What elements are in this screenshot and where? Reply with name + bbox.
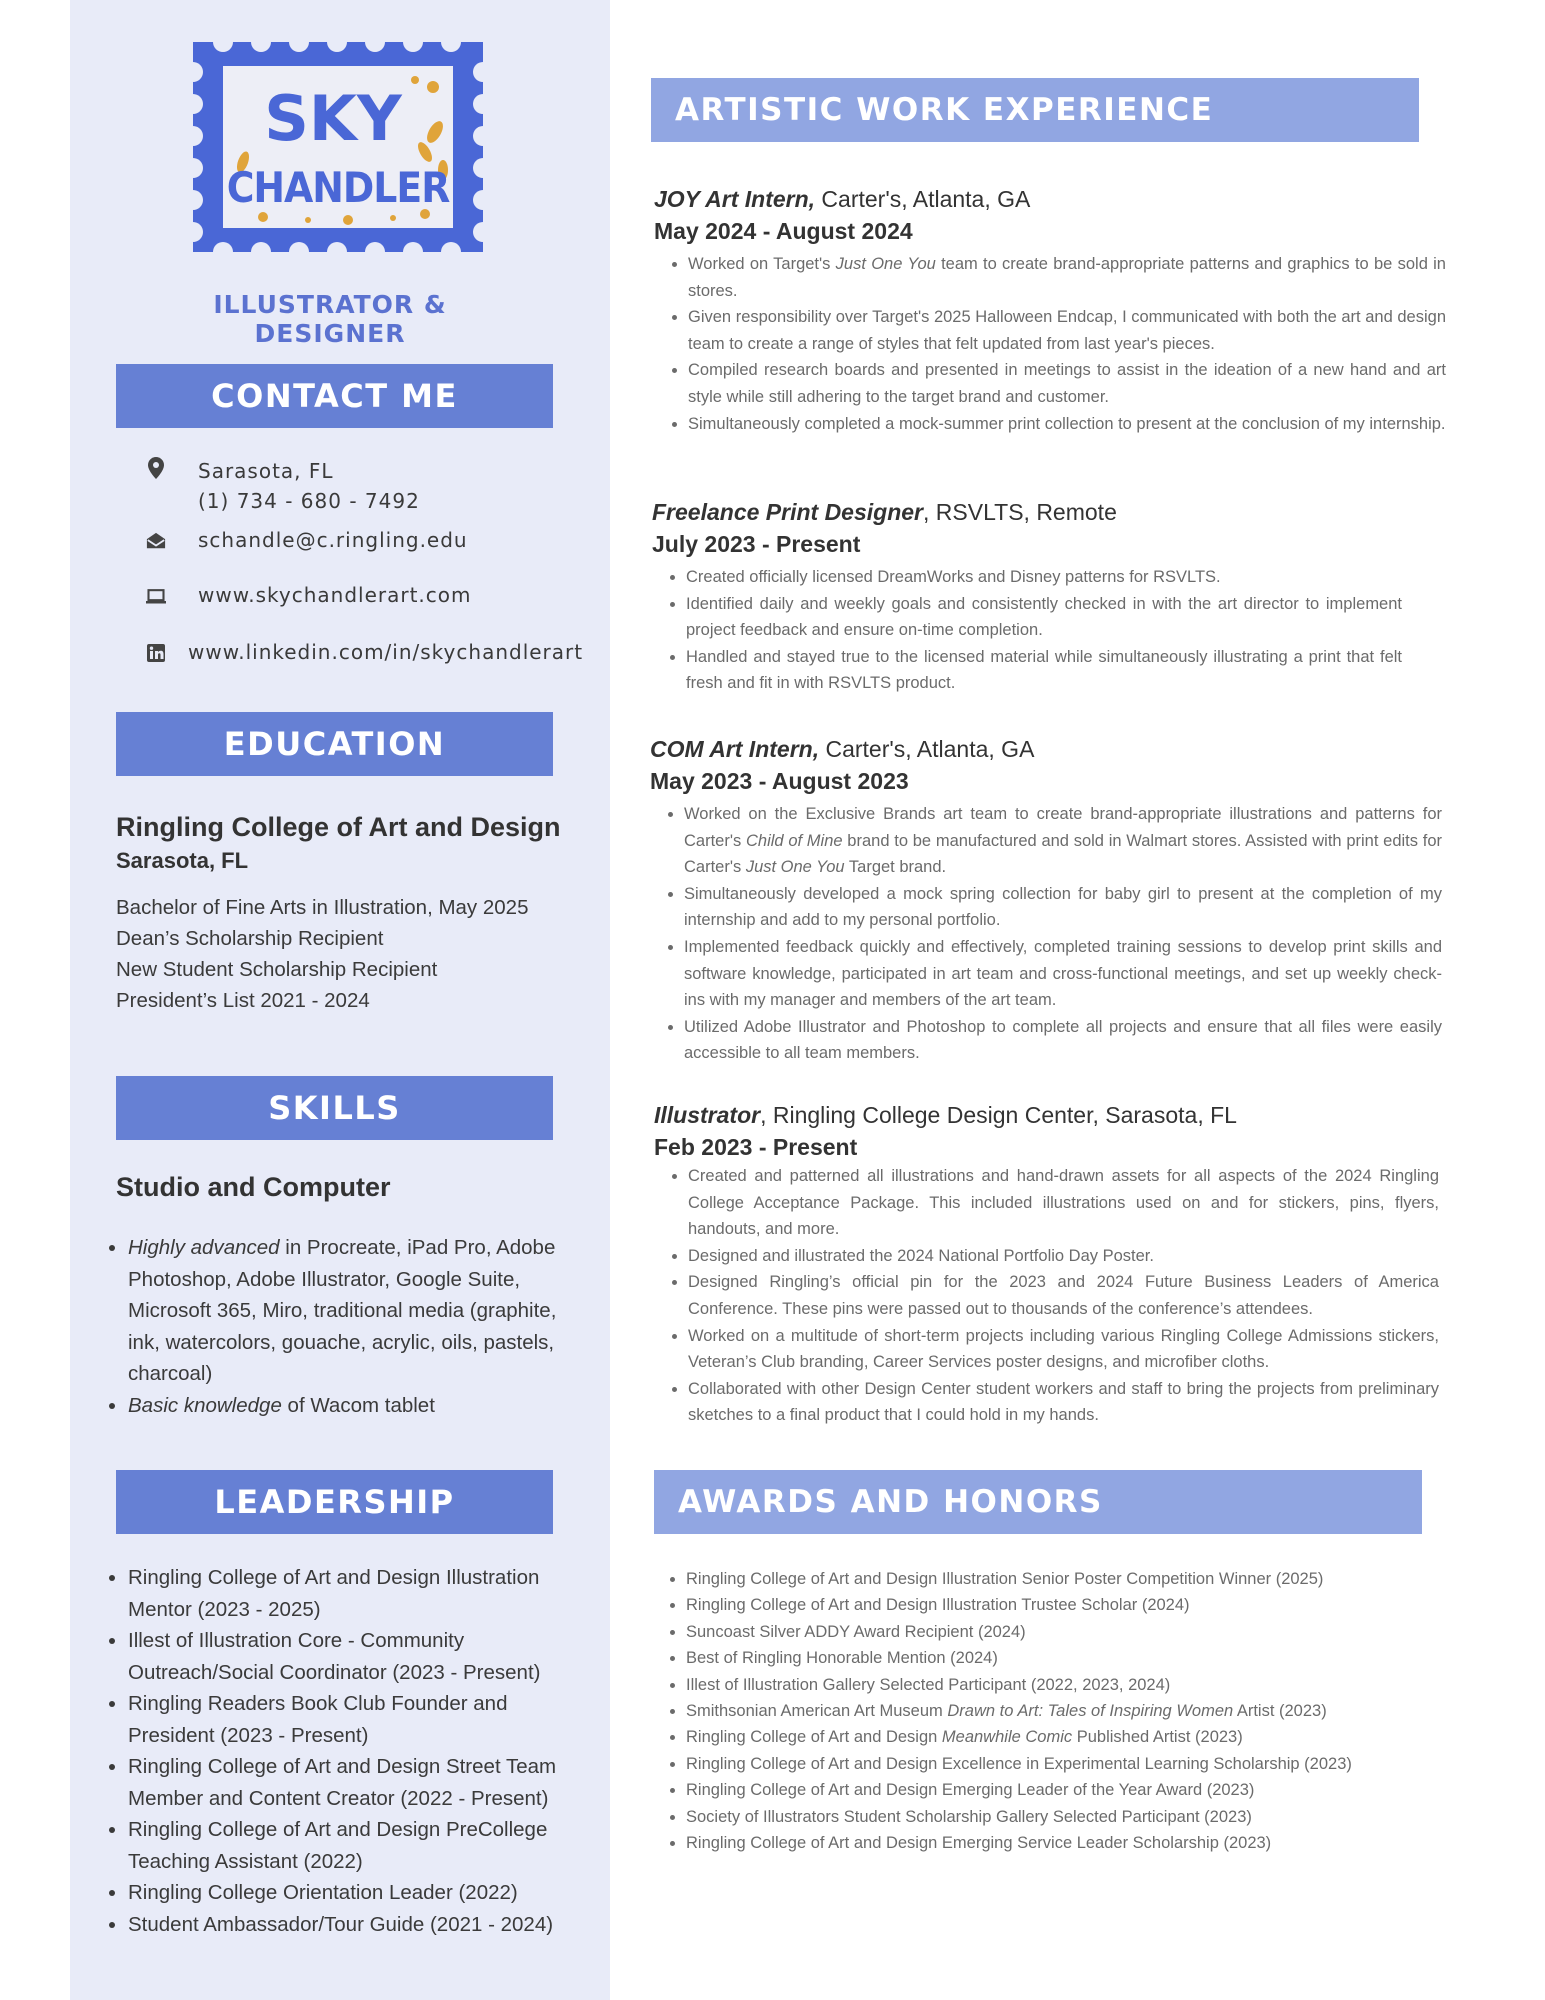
job-dates: July 2023 - Present	[652, 531, 861, 557]
laptop-icon	[146, 584, 166, 608]
job-dates: May 2023 - August 2023	[650, 768, 909, 794]
job-title: JOY Art Intern, Carter's, Atlanta, GA	[654, 186, 1031, 212]
job-title: Illustrator, Ringling College Design Center, Sarasota, FL	[654, 1102, 1237, 1128]
job-bullet: • Collaborated with other Design Center student workers and staff to bring the projects from preliminary sketches to a final product that I could hold in my hands.	[688, 1376, 1439, 1429]
job-bullets	[652, 564, 1402, 697]
award-item: • Best of Ringling Honorable Mention (2024)	[686, 1645, 1466, 1671]
award-item: • Ringling College of Art and Design Excellence in Experimental Learning Scholarship (2023)	[686, 1751, 1466, 1777]
education-line: President’s List 2021 - 2024	[116, 989, 370, 1012]
education-details	[116, 892, 528, 1016]
job-bullet: • Worked on the Exclusive Brands art team to create brand-appropriate illustrations and patterns for Carter's Child of Mine brand to be manufactured and sold in Walmart stores. Assisted with print edits for Carter's Just One You Target brand.	[684, 801, 1442, 881]
leadership-heading: LEADERSHIP	[116, 1470, 553, 1534]
job-joy-art-intern	[654, 184, 1446, 437]
job-illustrator-design-center	[654, 1100, 1439, 1429]
leadership-list	[100, 1562, 588, 1940]
job-bullet: • Created and patterned all illustrations and hand-drawn assets for all aspects of the 2024 Ringling College Acceptance Package. This included illustrations used on and for stickers, pins, flyers, handouts, and more.	[688, 1163, 1439, 1243]
logo-stamp	[193, 42, 483, 252]
leadership-item: • Ringling College of Art and Design PreCollege Teaching Assistant (2022)	[128, 1814, 588, 1877]
svg-text:SKY: SKY	[264, 82, 402, 155]
website-link[interactable]: www.skychandlerart.com	[198, 583, 472, 607]
skills-item: • Basic knowledge of Wacom tablet	[128, 1390, 588, 1422]
leadership-item: • Ringling College of Art and Design Street Team Member and Content Creator (2022 - Present)	[128, 1751, 588, 1814]
award-item: • Ringling College of Art and Design Emerging Service Leader Scholarship (2023)	[686, 1830, 1466, 1856]
svg-text:CHANDLER: CHANDLER	[226, 163, 450, 212]
job-bullet: • Identified daily and weekly goals and consistently checked in with the art director to implement project feedback and ensure on-time completion.	[686, 591, 1402, 644]
leadership-item: • Illest of Illustration Core - Community Outreach/Social Coordinator (2023 - Present)	[128, 1625, 588, 1688]
envelope-icon	[146, 529, 166, 553]
job-title: Freelance Print Designer, RSVLTS, Remote	[652, 499, 1117, 525]
job-bullet: • Worked on a multitude of short-term projects including various Ringling College Admissions stickers, Veteran’s Club branding, Career Services poster designs, and microfiber cloths.	[688, 1323, 1439, 1376]
education-location: Sarasota, FL	[116, 848, 249, 873]
contact-website-row	[146, 580, 472, 610]
awards-heading: AWARDS AND HONORS	[654, 1470, 1422, 1534]
job-bullet: • Compiled research boards and presented in meetings to assist in the ideation of a new hand and art style while still adhering to the target brand and customer.	[688, 357, 1446, 410]
job-bullets	[650, 801, 1442, 1067]
award-item: • Illest of Illustration Gallery Selected Participant (2022, 2023, 2024)	[686, 1672, 1466, 1698]
awards-list	[652, 1566, 1466, 1856]
award-item: • Ringling College of Art and Design Emerging Leader of the Year Award (2023)	[686, 1777, 1466, 1803]
job-bullet: • Designed Ringling’s official pin for the 2023 and 2024 Future Business Leaders of America Conference. These pins were passed out to thousands of the conference’s attendees.	[688, 1269, 1439, 1322]
job-bullet: • Worked on Target's Just One You team to create brand-appropriate patterns and graphics to be sold in stores.	[688, 251, 1446, 304]
phone-text[interactable]: (1) 734 - 680 - 7492	[198, 489, 420, 513]
contact-heading: CONTACT ME	[116, 364, 553, 428]
job-bullet: • Designed and illustrated the 2024 National Portfolio Day Poster.	[688, 1243, 1439, 1270]
award-item: • Society of Illustrators Student Scholarship Gallery Selected Participant (2023)	[686, 1804, 1466, 1830]
job-bullet: • Handled and stayed true to the licensed material while simultaneously illustrating a print that felt fresh and fit in with RSVLTS product.	[686, 644, 1402, 697]
job-bullets	[654, 1163, 1439, 1429]
award-item: • Smithsonian American Art Museum Drawn to Art: Tales of Inspiring Women Artist (2023)	[686, 1698, 1466, 1724]
award-item: • Ringling College of Art and Design Illustration Senior Poster Competition Winner (2025)	[686, 1566, 1466, 1592]
job-bullet: • Simultaneously completed a mock-summer print collection to present at the conclusion of my internship.	[688, 411, 1446, 438]
award-item: • Ringling College of Art and Design Illustration Trustee Scholar (2024)	[686, 1592, 1466, 1618]
location-pin-icon	[146, 456, 166, 480]
job-bullet: • Utilized Adobe Illustrator and Photoshop to complete all projects and ensure that all files were easily accessible to all team members.	[684, 1014, 1442, 1067]
linkedin-link[interactable]: www.linkedin.com/in/skychandlerart	[188, 640, 584, 664]
linkedin-icon	[146, 641, 166, 665]
skills-list	[100, 1232, 588, 1421]
leadership-item: • Ringling College Orientation Leader (2022)	[128, 1877, 588, 1909]
education-school: Ringling College of Art and Design	[116, 812, 561, 842]
job-bullet: • Simultaneously developed a mock spring collection for baby girl to present at the completion of my internship and add to my personal portfolio.	[684, 881, 1442, 934]
job-freelance-print-designer	[652, 497, 1402, 697]
job-dates: May 2024 - August 2024	[654, 218, 913, 244]
job-bullet: • Implemented feedback quickly and effectively, completed training sessions to develop print skills and software knowledge, participated in art team and cross-functional meetings, and set up weekly check-ins with my manager and members of the art team.	[684, 934, 1442, 1014]
job-com-art-intern	[650, 734, 1442, 1067]
job-bullet: • Given responsibility over Target's 2025 Halloween Endcap, I communicated with both the art and design team to create a range of styles that felt updated from last year's pieces.	[688, 304, 1446, 357]
contact-linkedin-row	[146, 637, 583, 667]
job-title: COM Art Intern, Carter's, Atlanta, GA	[650, 736, 1035, 762]
contact-location-row	[146, 456, 420, 516]
award-item: • Ringling College of Art and Design Meanwhile Comic Published Artist (2023)	[686, 1724, 1466, 1750]
education-line: New Student Scholarship Recipient	[116, 958, 438, 981]
education-line: Dean’s Scholarship Recipient	[116, 927, 384, 950]
leadership-item: • Ringling Readers Book Club Founder and President (2023 - Present)	[128, 1688, 588, 1751]
skills-item: • Highly advanced in Procreate, iPad Pro, Adobe Photoshop, Adobe Illustrator, Google Suite, Microsoft 365, Miro, traditional media (graphite, ink, watercolors, gouache, acrylic, oils, pastels, charcoal)	[128, 1232, 588, 1390]
experience-heading: ARTISTIC WORK EXPERIENCE	[651, 78, 1419, 142]
job-dates: Feb 2023 - Present	[654, 1134, 858, 1160]
skills-subheading: Studio and Computer	[116, 1172, 391, 1202]
education-degree: Bachelor of Fine Arts in Illustration, May 2025	[116, 896, 529, 919]
leadership-item: • Student Ambassador/Tour Guide (2021 - 2024)	[128, 1909, 588, 1941]
award-item: • Suncoast Silver ADDY Award Recipient (2024)	[686, 1619, 1466, 1645]
job-bullet: • Created officially licensed DreamWorks and Disney patterns for RSVLTS.	[686, 564, 1402, 591]
skills-heading: SKILLS	[116, 1076, 553, 1140]
contact-email-row	[146, 525, 468, 555]
leadership-item: • Ringling College of Art and Design Illustration Mentor (2023 - 2025)	[128, 1562, 588, 1625]
job-bullets	[654, 251, 1446, 437]
education-heading: EDUCATION	[116, 712, 553, 776]
logo-tagline: ILLUSTRATOR & DESIGNER	[213, 290, 447, 348]
location-text: Sarasota, FL	[198, 459, 334, 483]
email-link[interactable]: schandle@c.ringling.edu	[198, 528, 468, 552]
